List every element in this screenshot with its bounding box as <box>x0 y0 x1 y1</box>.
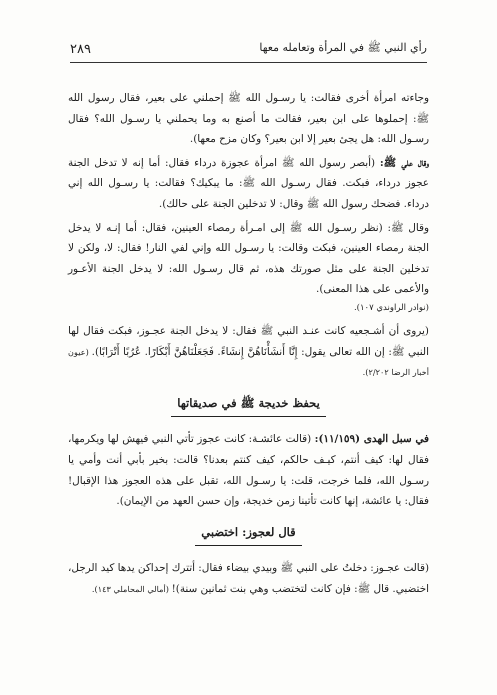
running-header <box>70 38 427 60</box>
paragraph <box>68 429 429 511</box>
paragraph <box>68 218 429 300</box>
paragraph <box>68 558 429 599</box>
section-heading-text: قال لعجوز: اختضبي <box>195 522 301 547</box>
paragraph-text: (قالت عجـوز: دخلتُ على النبي ﷺ وبيدي بيضاء فقال: أتترك إحداكن يدها كيد الرجل، اختضبي. قال ﷺ: فإن كانت لتختضب وهي بنت ثمانين سنة)! <box>68 562 429 595</box>
page-number: ٢٨٩ <box>70 41 91 57</box>
header-divider <box>70 62 427 63</box>
section-heading-text: يحفظ خديجة ﷺ في صديقاتها <box>171 393 326 418</box>
body-text <box>68 88 429 602</box>
running-title: رأي النبي ﷺ في المرأة وتعامله معها <box>259 41 427 54</box>
paragraph <box>68 88 429 150</box>
paragraph-lead: وقال علي ﷺ: <box>379 156 429 169</box>
paragraph-text: (قالت عائشـة: كانت عجوز تأتي النبي فيهش لها ويكرمها، فقال لها: كيف أنتم، كيـف حالكم، كيف كنتم بعدنا؟ قالت: بخير بأبي أنت وأمي يا رسـول الله، فلما خرجت، قلت: يا رسـول الله، تقبل على هذه العجوز هذا الإقبال! فقال: يا عائشة، إنها كانت تأتينا زمن خديجة، وإن حسن العهد من الإيمان). <box>68 433 429 508</box>
source-reference: (أمالي المحاملي ١٤٣). <box>91 583 172 594</box>
section-heading <box>68 393 429 418</box>
source-reference: (عيون أخبار الرضا ٢/٢٠٢). <box>68 346 429 378</box>
paragraph <box>68 153 429 215</box>
paragraph-text: وجاءته امرأة أخرى فقالت: يا رسـول الله ﷺ إحملني على بعير، فقال رسول الله ﷺ: إحملوها على ابن بعير، فقالت ما أصنع به وما يحملني يا رسـول الله؟ فقال رسـول الله: هل يجئ بعير إلا ابن بعير؟ وكان مزح معها). <box>68 92 429 146</box>
source-reference: (نوادر الراوندي ١٠٧). <box>353 302 429 313</box>
paragraph-text: وقال ﷺ: (نظر رسـول الله ﷺ إلى امـرأة رمصاء العينين، فقال: أما إنـه لا يدخل الجنة رمصاء العينين، فبكت وقالت: يا رسـول الله وإني لفي النار! فقال: لا، ولكن لا تدخلين الجنة على مثل صورتك هذه، ثم قال رسـول الله: لا يدخل الجنة الأعـور والأعمى على هذا المعنى). <box>68 221 429 296</box>
paragraph-text: (أبصر رسول الله ﷺ امرأة عجوزة درداء فقال: أما إنه لا تدخل الجنة عجوز درداء، فبكت. فقال رسـول الله ﷺ: ما يبكيك؟ فقالت: يا رسـول الله إني درداء. فضحك رسول الله ﷺ وقال: لا تدخلين الجنة على حالك). <box>68 156 429 210</box>
paragraph-lead: في سبل الهدى (١١/١٥٩): <box>314 433 429 446</box>
paragraph-text: (يروى أن أشـجعيه كانت عنـد النبي ﷺ فقال: لا يدخل الجنة عجـوز، فبكت فقال لها النبي ﷺ: إن الله تعالى يقول: إِنَّا أَنشَأْنَاهُنَّ إِنشَاءً. فَجَعَلْنَاهُنَّ أَبْكَارًا. عُرُبًا أَتْرَابًا). <box>68 324 429 358</box>
paragraph <box>68 321 429 383</box>
section-heading <box>68 522 429 547</box>
